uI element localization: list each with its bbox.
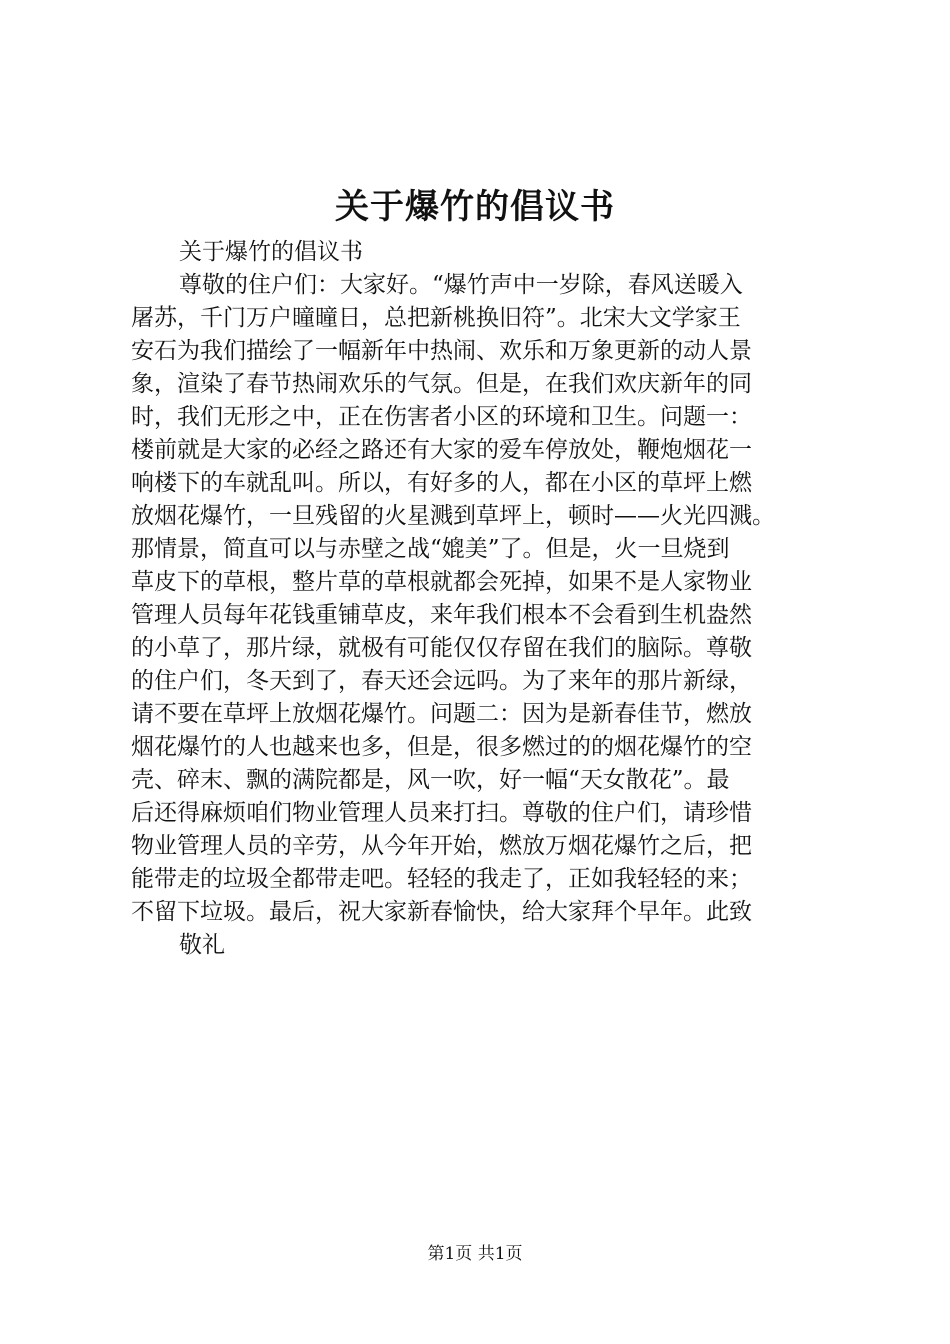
body-line: 那情景，简直可以与赤壁之战“媲美”了。但是，火一旦烧到 [131, 536, 730, 562]
body-line: 敬礼 [179, 932, 225, 958]
document-title: 关于爆竹的倡议书 [335, 187, 615, 227]
body-line: 放烟花爆竹，一旦残留的火星溅到草坪上，顿时——火光四溅。 [131, 503, 775, 529]
body-line: 管理人员每年花钱重铺草皮，来年我们根本不会看到生机盎然 [131, 602, 752, 628]
body-line: 响楼下的车就乱叫。所以，有好多的人，都在小区的草坪上燃 [131, 470, 752, 496]
body-line: 壳、碎末、飘的满院都是，风一吹，好一幅“天女散花”。最 [131, 767, 730, 793]
body-line: 请不要在草坪上放烟花爆竹。问题二：因为是新春佳节，燃放 [131, 701, 752, 727]
body-line: 草皮下的草根，整片草的草根就都会死掉，如果不是人家物业 [131, 569, 752, 595]
body-line: 安石为我们描绘了一幅新年中热闹、欢乐和万象更新的动人景 [131, 338, 752, 364]
body-line: 不留下垃圾。最后，祝大家新春愉快，给大家拜个早年。此致 [131, 899, 752, 925]
body-line: 后还得麻烦咱们物业管理人员来打扫。尊敬的住户们，请珍惜 [131, 800, 752, 826]
body-line: 楼前就是大家的必经之路还有大家的爱车停放处，鞭炮烟花一 [131, 437, 752, 463]
body-line: 的住户们，冬天到了，春天还会远吗。为了来年的那片新绿， [131, 668, 752, 694]
body-line: 的小草了，那片绿，就极有可能仅仅存留在我们的脑际。尊敬 [131, 635, 752, 661]
body-line: 关于爆竹的倡议书 [179, 239, 363, 265]
body-line: 屠苏，千门万户曈曈日，总把新桃换旧符”。北宋大文学家王 [131, 305, 741, 331]
body-line: 时，我们无形之中，正在伤害者小区的环境和卫生。问题一： [131, 404, 752, 430]
body-line: 物业管理人员的辛劳，从今年开始，燃放万烟花爆竹之后，把 [131, 833, 752, 859]
document-body [131, 236, 831, 962]
page-number-footer: 第1页 共1页 [427, 1244, 523, 1264]
body-line: 烟花爆竹的人也越来也多，但是，很多燃过的的烟花爆竹的空 [131, 734, 752, 760]
body-line: 象，渲染了春节热闹欢乐的气氛。但是，在我们欢庆新年的同 [131, 371, 752, 397]
body-line: 能带走的垃圾全都带走吧。轻轻的我走了，正如我轻轻的来； [131, 866, 752, 892]
body-line: 尊敬的住户们：大家好。“爆竹声中一岁除，春风送暖入 [179, 272, 743, 298]
